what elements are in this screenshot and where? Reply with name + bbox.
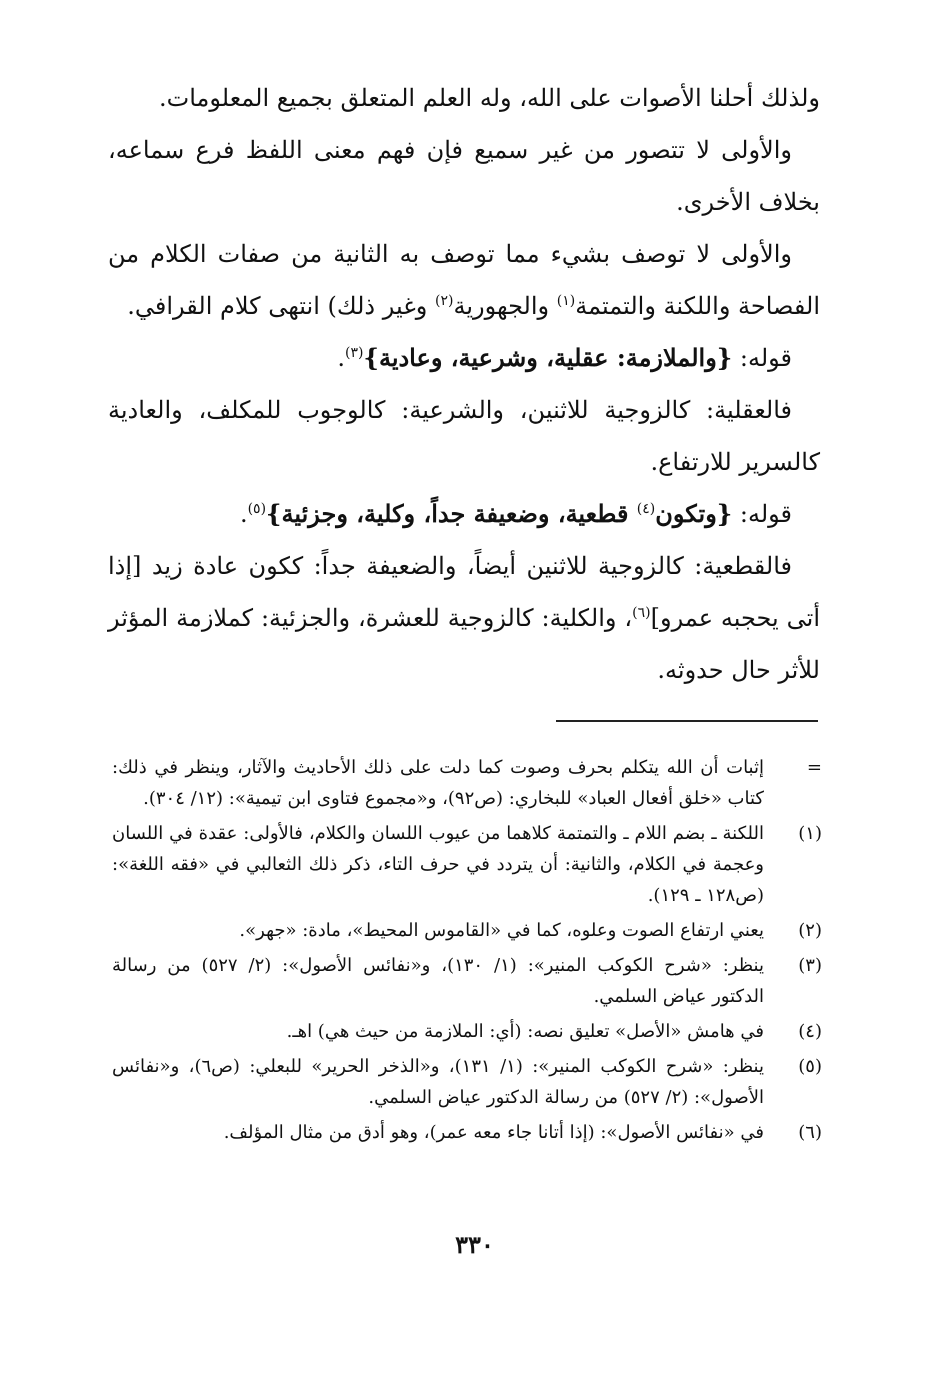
- footnote-number: (٥): [798, 1056, 822, 1077]
- footnote-ref-6[interactable]: (٦): [632, 605, 651, 621]
- paragraph-3: والأولى لا توصف بشيء مما توصف به الثانية من صفات الكلام من الفصاحة واللكنة والتمتمة$^{(١)}$ والجهورية$^{(٢)}$ وغير ذلك) انتهى كلام القرافي.: [108, 240, 820, 320]
- footnote-text: ينظر: «شرح الكوكب المنير»: (١/ ١٣١)، و«الذخر الحرير» للبعلي: (ص٦)، و«نفائس الأصول»: (٢/ ٥٢٧) من رسالة الدكتور عياض السلمي.: [112, 1056, 764, 1108]
- matn-quote: قطعية، وضعيفة جداً، وكلية، وجزئية}: [266, 499, 637, 528]
- footnote-text: في هامش «الأصل» تعليق نصه: (أي: الملازمة من حيث هي) اهـ.: [286, 1021, 764, 1042]
- matn-quote: {وتكون: [655, 499, 733, 528]
- footnote-ref-1[interactable]: (١): [556, 293, 576, 309]
- page-number: ٣٣٠: [455, 1230, 494, 1259]
- footnote-number: (٣): [798, 955, 822, 976]
- matn-quote: {والملازمة: عقلية، وشرعية، وعادية}: [363, 343, 733, 372]
- footnote-ref-5[interactable]: (٥): [247, 501, 267, 517]
- footnote-continued: [112, 752, 822, 814]
- paragraph-6: قوله: {وتكون$^{(٤)}$ قطعية، وضعيفة جداً، وكلية، وجزئية}$^{(٥)}$.: [239, 499, 792, 528]
- paragraph-7: فالقطعية: كالزوجية للاثنين أيضاً، والضعيفة جداً: ككون عادة زيد [إذا أتى يحجبه عمرو]$^{(٦)}$، والكلية: كالزوجية للعشرة، والجزئية: كملازمة المؤثر للأثر حال حدوثه.: [108, 552, 820, 684]
- footnote-6: [112, 1117, 822, 1148]
- footnote-text: في «نفائس الأصول»: (إذا أتانا جاء معه عمر)، وهو أدق من مثال المؤلف.: [223, 1122, 764, 1143]
- paragraph-2: والأولى لا تتصور من غير سميع فإن فهم معنى اللفظ فرع سماعه، بخلاف الأخرى.: [108, 136, 820, 216]
- footnote-ref-2[interactable]: (٢): [435, 293, 454, 309]
- footnote-number: (٦): [798, 1122, 822, 1143]
- footnote-number: (١): [798, 823, 822, 844]
- footnote-text: يعني ارتفاع الصوت وعلوه، كما في «القاموس المحيط»، مادة: «جهر».: [239, 920, 764, 941]
- footnote-separator: [556, 720, 818, 722]
- footnote-number: (٢): [798, 920, 822, 941]
- paragraph-1: ولذلك أحلنا الأصوات على الله، وله العلم المتعلق بجميع المعلومات.: [158, 84, 820, 112]
- footnote-2: [112, 915, 822, 946]
- footnote-text: إثبات أن الله يتكلم بحرف وصوت كما دلت على ذلك الأحاديث والآثار، وينظر في ذلك: كتاب «خلق أفعال العباد» للبخاري: (ص٩٢)، و«مجموع فتاوى ابن تيمية»: (١٢/ ٣٠٤).: [112, 757, 764, 809]
- footnote-ref-3[interactable]: (٣): [345, 345, 364, 361]
- paragraph-4: قوله: {والملازمة: عقلية، وشرعية، وعادية}$^{(٣)}$.: [337, 343, 792, 372]
- footnote-3: [112, 950, 822, 1012]
- footnote-text: اللكنة ـ بضم اللام ـ والتمتمة كلاهما من عيوب اللسان والكلام، فالأولى: عقدة في اللسان وعجمة في الكلام، والثانية: أن يتردد في حرف التاء، ذكر ذلك الثعالبي في «فقه اللغة»: (ص١٢٨ ـ ١٢٩).: [112, 823, 764, 906]
- footnote-text: ينظر: «شرح الكوكب المنير»: (١/ ١٣٠)، و«نفائس الأصول»: (٢/ ٥٢٧) من رسالة الدكتور عياض السلمي.: [112, 955, 764, 1007]
- footnote-1: [112, 818, 822, 911]
- footnote-ref-4[interactable]: (٤): [636, 501, 656, 517]
- footnotes: [112, 752, 822, 1152]
- paragraph-5: فالعقلية: كالزوجية للاثنين، والشرعية: كالوجوب للمكلف، والعادية كالسرير للارتفاع.: [108, 396, 820, 476]
- footnote-number: =: [806, 757, 822, 778]
- footnote-5: [112, 1051, 822, 1113]
- footnote-number: (٤): [798, 1021, 822, 1042]
- main-text: [108, 72, 820, 696]
- footnote-4: [112, 1016, 822, 1047]
